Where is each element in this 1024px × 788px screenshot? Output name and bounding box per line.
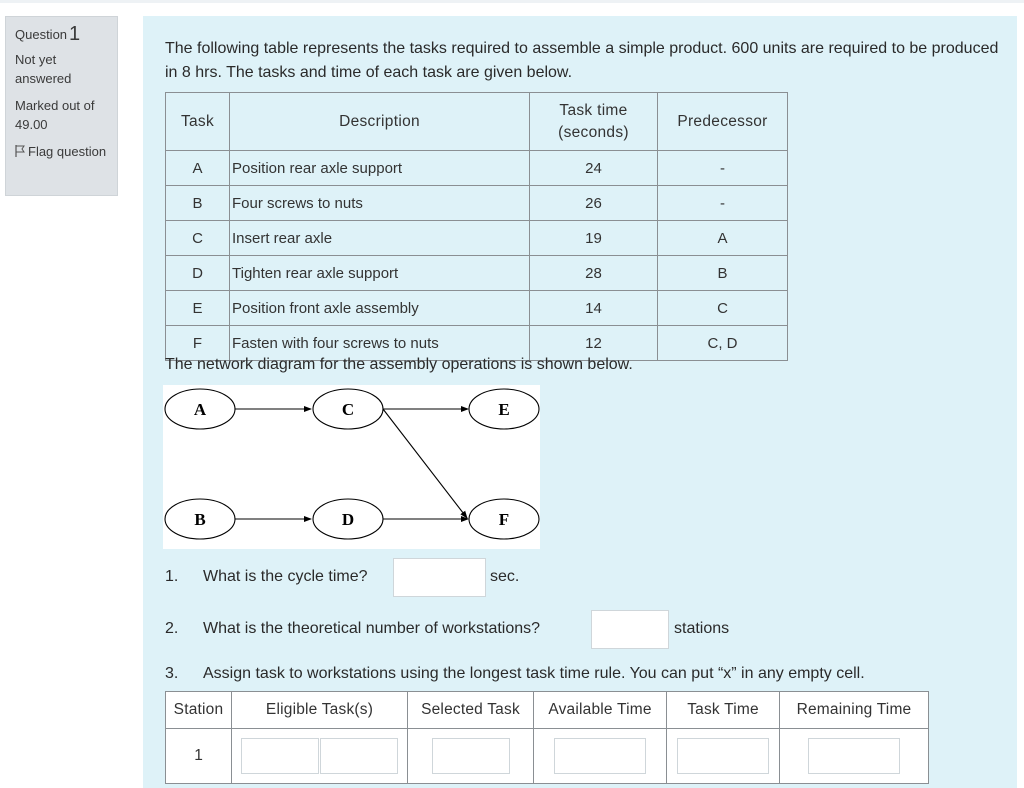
col-eligible-tasks: Eligible Task(s) [232, 692, 408, 729]
cell-task: D [166, 256, 230, 291]
cell-time: 12 [530, 326, 658, 361]
table-row [166, 151, 788, 186]
cell-task: C [166, 221, 230, 256]
workstations-input[interactable] [591, 610, 669, 649]
question-heading [15, 25, 108, 44]
cell-predecessor: C [658, 291, 788, 326]
remaining-time-cell [780, 729, 929, 784]
eligible-task-input[interactable] [320, 738, 398, 774]
question-marks: Marked out of 49.00 [15, 98, 95, 132]
cell-description: Tighten rear axle support [230, 256, 530, 291]
available-time-cell [534, 729, 667, 784]
workstations-unit: stations [674, 620, 730, 637]
cell-predecessor: - [658, 186, 788, 221]
node-d-label: D [341, 510, 355, 529]
question-2-number: 2. [165, 620, 179, 637]
edge-c-f [383, 409, 467, 518]
question-3-number: 3. [165, 665, 179, 682]
task-time-input[interactable] [677, 738, 769, 774]
available-time-input[interactable] [554, 738, 646, 774]
question-3 [165, 665, 1005, 685]
node-f-label: F [498, 510, 510, 529]
col-remaining-time: Remaining Time [780, 692, 929, 729]
station-table [165, 691, 929, 784]
station-table-header [166, 692, 929, 729]
intro-text: The following table represents the tasks required to assemble a simple product. 600 units are required to be produced in 8 hrs. The tasks and time of each task are given below. [165, 40, 999, 81]
eligible-task-input[interactable] [241, 738, 319, 774]
question-label: Question [15, 27, 68, 42]
network-diagram [163, 385, 540, 549]
col-available-time: Available Time [534, 692, 667, 729]
station-number: 1 [166, 729, 232, 784]
cell-task: B [166, 186, 230, 221]
col-task-time: Task Time [667, 692, 780, 729]
network-label: The network diagram for the assembly operations is shown below. [165, 356, 633, 373]
cell-time: 19 [530, 221, 658, 256]
question-3-text: Assign task to workstations using the longest task time rule. You can put “x” in any empty cell. [203, 665, 865, 682]
question-number: 1 [69, 23, 81, 45]
question-1-text: What is the cycle time? [203, 568, 368, 585]
col-task-time [530, 93, 658, 151]
selected-task-input[interactable] [432, 738, 510, 774]
cell-time: 28 [530, 256, 658, 291]
cycle-time-unit: sec. [490, 568, 520, 585]
flag-question-link[interactable] [15, 142, 108, 161]
selected-task-cell [408, 729, 534, 784]
col-task: Task [166, 93, 230, 151]
cell-description: Four screws to nuts [230, 186, 530, 221]
node-b-label: B [194, 510, 206, 529]
node-a-label: A [193, 400, 207, 419]
cell-predecessor: B [658, 256, 788, 291]
eligible-tasks-cell [232, 729, 408, 784]
cell-time: 14 [530, 291, 658, 326]
cycle-time-input[interactable] [393, 558, 486, 597]
question-info-panel [5, 16, 118, 196]
cell-time: 26 [530, 186, 658, 221]
col-description: Description [230, 93, 530, 151]
task-table [165, 92, 788, 361]
node-e-label: E [498, 400, 510, 419]
cell-description: Position front axle assembly [230, 291, 530, 326]
station-row [166, 729, 929, 784]
col-task-time-label: Task time (seconds) [558, 101, 629, 141]
node-b [165, 499, 235, 539]
node-c [313, 389, 383, 429]
question-state: Not yet answered [15, 52, 72, 86]
cell-description: Fasten with four screws to nuts [230, 326, 530, 361]
task-table-header [166, 93, 788, 151]
flag-label: Flag question [28, 144, 107, 159]
cell-predecessor: C, D [658, 326, 788, 361]
node-f [469, 499, 539, 539]
cell-description: Position rear axle support [230, 151, 530, 186]
cell-time: 24 [530, 151, 658, 186]
cell-predecessor: A [658, 221, 788, 256]
node-d [313, 499, 383, 539]
question-2-text: What is the theoretical number of workstations? [203, 620, 541, 637]
cell-description: Insert rear axle [230, 221, 530, 256]
question-2 [165, 620, 615, 640]
remaining-time-input[interactable] [808, 738, 900, 774]
col-predecessor: Predecessor [658, 93, 788, 151]
table-row [166, 256, 788, 291]
table-row [166, 291, 788, 326]
col-selected-task: Selected Task [408, 692, 534, 729]
question-content [143, 16, 1017, 788]
cell-task: E [166, 291, 230, 326]
node-c-label: C [341, 400, 355, 419]
flag-icon [15, 145, 25, 157]
task-time-cell [667, 729, 780, 784]
col-station: Station [166, 692, 232, 729]
cell-task: F [166, 326, 230, 361]
table-row [166, 186, 788, 221]
table-row [166, 221, 788, 256]
cell-predecessor: - [658, 151, 788, 186]
cell-task: A [166, 151, 230, 186]
question-1-number: 1. [165, 568, 179, 585]
node-a [165, 389, 235, 429]
node-e [469, 389, 539, 429]
